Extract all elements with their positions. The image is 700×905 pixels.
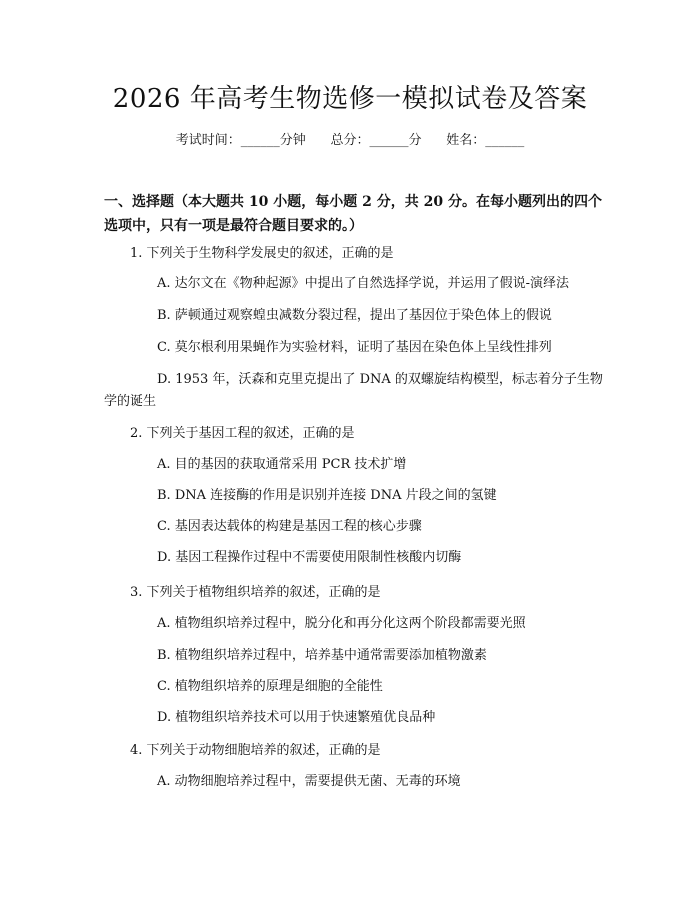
option-a: A. 达尔文在《物种起源》中提出了自然选择学说，并运用了假说-演绎法 (157, 276, 570, 291)
option-d: D. 基因工程操作过程中不需要使用限制性核酸内切酶 (157, 550, 462, 565)
option-a: A. 目的基因的获取通常采用 PCR 技术扩增 (157, 457, 407, 472)
question-stem: 1. 下列关于生物科学发展史的叙述，正确的是 (130, 246, 394, 261)
option-c: C. 基因表达载体的构建是基因工程的核心步骤 (157, 519, 422, 534)
option-c: C. 植物组织培养的原理是细胞的全能性 (157, 679, 383, 694)
option-b: B. DNA 连接酶的作用是识别并连接 DNA 片段之间的氢键 (157, 488, 497, 503)
question-stem: 4. 下列关于动物细胞培养的叙述，正确的是 (130, 743, 381, 758)
option-a: A. 植物组织培养过程中，脱分化和再分化这两个阶段都需要光照 (157, 616, 526, 631)
option-b: B. 植物组织培养过程中，培养基中通常需要添加植物激素 (157, 648, 487, 663)
option-b: B. 萨顿通过观察蝗虫减数分裂过程，提出了基因位于染色体上的假说 (157, 308, 552, 323)
exam-info-line: 考试时间：______分钟 总分：______分 姓名：______ (175, 133, 525, 148)
option-d: D. 1953 年，沃森和克里克提出了 DNA 的双螺旋结构模型，标志着分子生物学的诞生 (104, 372, 603, 409)
question-stem: 2. 下列关于基因工程的叙述，正确的是 (130, 426, 355, 441)
option-d: D. 植物组织培养技术可以用于快速繁殖优良品种 (157, 710, 436, 725)
option-a: A. 动物细胞培养过程中，需要提供无菌、无毒的环境 (157, 774, 461, 789)
page-title: 2026 年高考生物选修一模拟试卷及答案 (112, 84, 588, 114)
question-stem: 3. 下列关于植物组织培养的叙述，正确的是 (130, 585, 381, 600)
option-c: C. 莫尔根利用果蝇作为实验材料，证明了基因在染色体上呈线性排列 (157, 340, 552, 355)
section-header: 一、选择题（本大题共 10 小题，每小题 2 分，共 20 分。在每小题列出的四个选项中，只有一项是最符合题目要求的。） (104, 194, 602, 234)
